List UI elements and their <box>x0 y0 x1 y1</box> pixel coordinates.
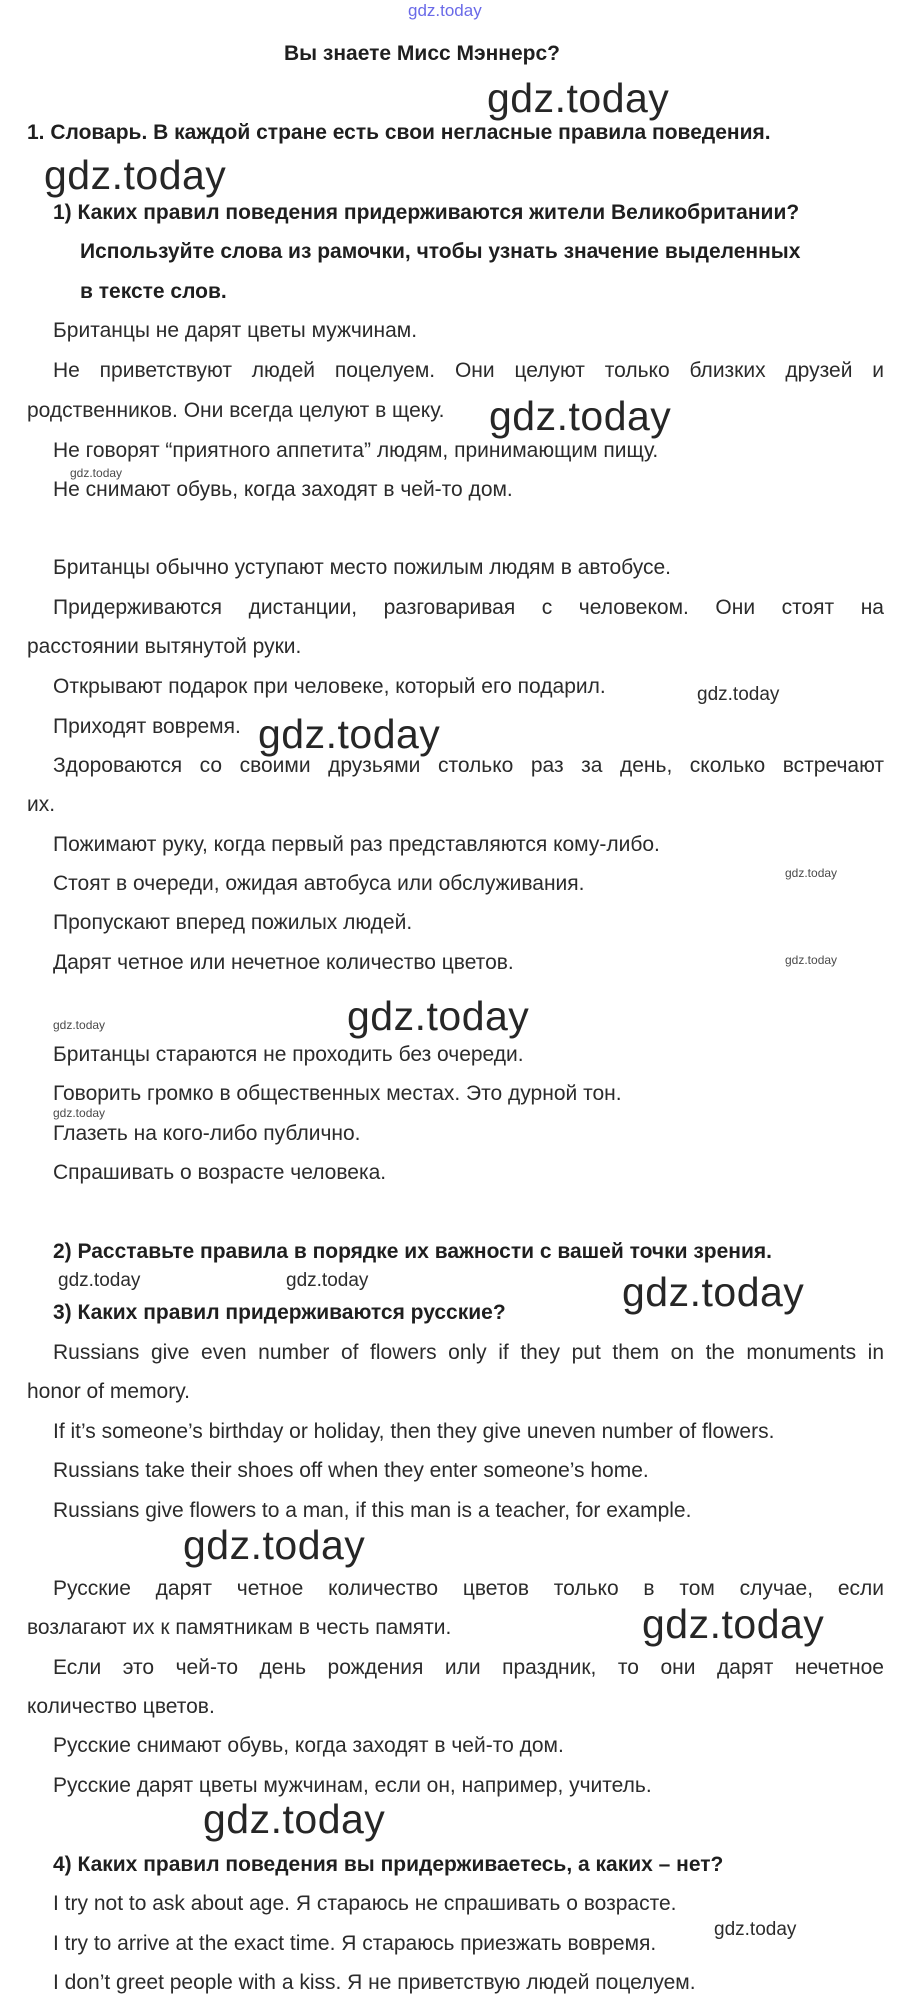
answer-line: Приходят вовремя. <box>53 715 241 738</box>
answer-line: Стоят в очереди, ожидая автобуса или обслуживания. <box>53 872 585 895</box>
question-2: 2) Расставьте правила в порядке их важности с вашей точки зрения. <box>53 1240 772 1263</box>
task1-heading: 1. Словарь. В каждой стране есть свои негласные правила поведения. <box>27 121 771 144</box>
answer-line: Британцы не дарят цветы мужчинам. <box>53 319 418 342</box>
answer-line: Russians take their shoes off when they enter someone’s home. <box>53 1459 649 1482</box>
watermark: gdz.today <box>53 1106 106 1120</box>
watermark: gdz.today <box>697 684 780 705</box>
answer-line: Russians give flowers to a man, if this man is a teacher, for example. <box>53 1499 692 1522</box>
answer-line: возлагают их к памятникам в честь памяти. <box>27 1616 452 1639</box>
answer-line: Русские снимают обувь, когда заходят в чей-то дом. <box>53 1734 564 1757</box>
answer-line: If it’s someone’s birthday or holiday, then they give uneven number of flowers. <box>53 1420 775 1443</box>
answer-line: Русские дарят четное количество цветов только в том случае, если <box>53 1577 884 1600</box>
answer-line: расстоянии вытянутой руки. <box>27 635 302 658</box>
answer-line: honor of memory. <box>27 1380 191 1403</box>
answer-line: Пожимают руку, когда первый раз представляются кому-либо. <box>53 833 660 856</box>
answer-line: Говорить громко в общественных местах. Это дурной тон. <box>53 1082 622 1105</box>
answer-line: Russians give even number of flowers only if they put them on the monuments in <box>53 1341 884 1364</box>
answer-line: Пропускают вперед пожилых людей. <box>53 911 413 934</box>
answer-line: Открывают подарок при человеке, который его подарил. <box>53 675 606 698</box>
answer-line: количество цветов. <box>27 1695 215 1718</box>
answer-line: Глазеть на кого-либо публично. <box>53 1122 361 1145</box>
watermark: gdz.today <box>622 1269 805 1315</box>
answer-line: Британцы обычно уступают место пожилым людям в автобусе. <box>53 556 672 579</box>
watermark: gdz.today <box>714 1919 797 1940</box>
answer-line: Русские дарят цветы мужчинам, если он, например, учитель. <box>53 1774 652 1797</box>
answer-line: Не говорят “приятного аппетита” людям, принимающим пищу. <box>53 439 659 462</box>
watermark: gdz.today <box>489 393 672 439</box>
question-3: 3) Каких правил придерживаются русские? <box>53 1301 506 1324</box>
answer-line: Дарят четное или нечетное количество цветов. <box>53 951 514 974</box>
watermark: gdz.today <box>487 75 670 121</box>
watermark: gdz.today <box>203 1796 386 1842</box>
watermark: gdz.today <box>44 152 227 198</box>
question-1-line-1: 1) Каких правил поведения придерживаются жители Великобритании? <box>53 201 800 224</box>
watermark: gdz.today <box>785 953 838 967</box>
answer-line: Британцы стараются не проходить без очереди. <box>53 1043 524 1066</box>
watermark: gdz.today <box>785 866 838 880</box>
answer-line: Не приветствуют людей поцелуем. Они целуют только близких друзей и <box>53 359 884 382</box>
watermark: gdz.today <box>286 1270 369 1291</box>
watermark: gdz.today <box>347 993 530 1039</box>
watermark: gdz.today <box>183 1522 366 1568</box>
watermark: gdz.today <box>642 1601 825 1647</box>
answer-line: их. <box>27 793 56 816</box>
question-4: 4) Каких правил поведения вы придерживаетесь, а каких – нет? <box>53 1853 724 1876</box>
question-1-line-3: в тексте слов. <box>80 280 227 303</box>
answer-line: I try not to ask about age. Я стараюсь не спрашивать о возрасте. <box>53 1892 677 1915</box>
watermark: gdz.today <box>70 466 123 480</box>
answer-line: Если это чей-то день рождения или праздник, то они дарят нечетное <box>53 1656 884 1679</box>
site-mark: gdz.today <box>408 1 482 20</box>
watermark: gdz.today <box>53 1018 106 1032</box>
answer-line: Здороваются со своими друзьями столько раз за день, сколько встречают <box>53 754 884 777</box>
question-1-line-2: Используйте слова из рамочки, чтобы узнать значение выделенных <box>80 240 801 263</box>
watermark: gdz.today <box>58 1270 141 1291</box>
answer-line: Спрашивать о возрасте человека. <box>53 1161 387 1184</box>
watermark: gdz.today <box>258 711 441 757</box>
answer-line: Придерживаются дистанции, разговаривая с человеком. Они стоят на <box>53 596 884 619</box>
answer-line: I don’t greet people with a kiss. Я не приветствую людей поцелуем. <box>53 1971 696 1994</box>
answer-line: родственников. Они всегда целуют в щеку. <box>27 399 445 422</box>
answer-line: I try to arrive at the exact time. Я стараюсь приезжать вовремя. <box>53 1932 657 1955</box>
answer-line: Не снимают обувь, когда заходят в чей-то дом. <box>53 478 513 501</box>
page-title: Вы знаете Мисс Мэннерс? <box>284 42 561 65</box>
